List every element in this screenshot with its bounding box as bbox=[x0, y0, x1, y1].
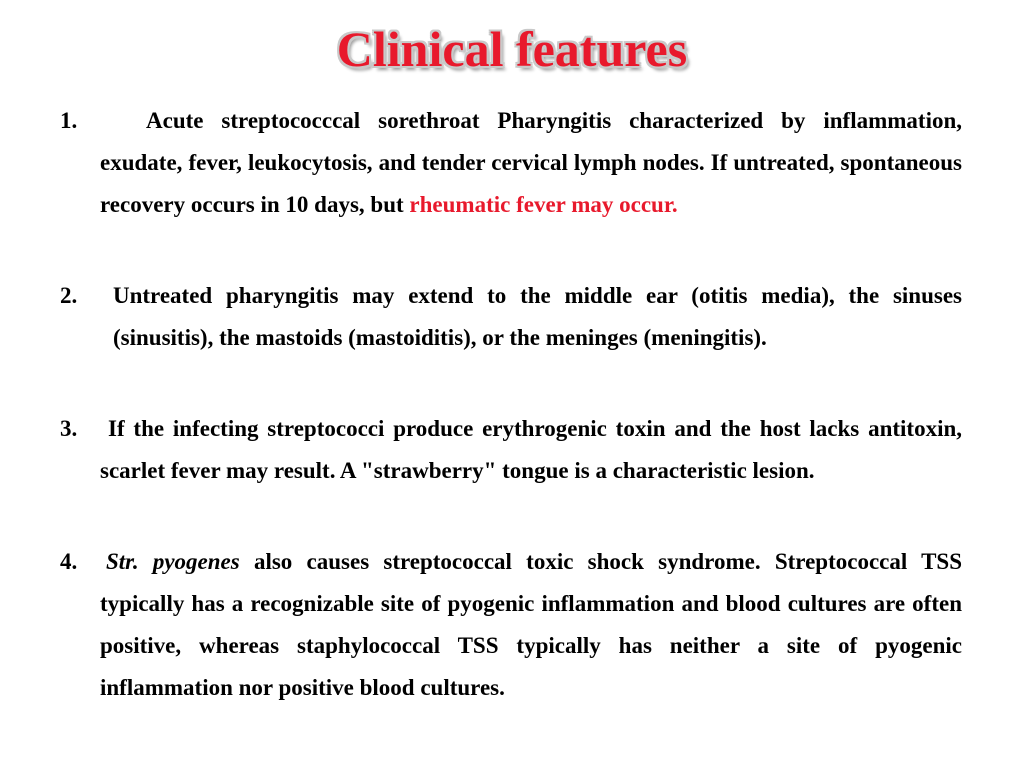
list-item-number: 2. bbox=[60, 283, 78, 308]
list-item-3 bbox=[60, 408, 962, 492]
list-item-1 bbox=[60, 100, 962, 226]
list-item-number: 1. bbox=[60, 108, 78, 133]
highlight-text: rheumatic fever may occur. bbox=[409, 192, 678, 217]
list-item-body: Acute streptococccal sorethroat Pharyngitis characterized by inflammation, exudate, fever, leukocytosis, and tender cervical lymph nodes. If untreated, spontaneous recovery occurs in 10 days, but bbox=[100, 108, 962, 217]
list-item-body: Untreated pharyngitis may extend to the middle ear (otitis media), the sinuses (sinusitis), the mastoids (mastoiditis), or the meninges (meningitis). bbox=[113, 283, 962, 350]
list-item-number: 4. bbox=[60, 549, 78, 574]
list-item-body: If the infecting streptococci produce erythrogenic toxin and the host lacks antitoxin, scarlet fever may result. A "strawberry" tongue is a characteristic lesion. bbox=[100, 416, 962, 483]
list-item-text bbox=[113, 275, 962, 359]
list-item-text bbox=[100, 541, 962, 709]
list-item-text bbox=[100, 408, 962, 492]
list-item-body: also causes streptococcal toxic shock syndrome. Streptococcal TSS typically has a recognizable site of pyogenic inflammation and blood cultures are often positive, whereas staphylococcal TSS typically has neither a site of pyogenic inflammation nor positive blood cultures. bbox=[100, 549, 962, 700]
list-item-text bbox=[100, 100, 962, 226]
organism-name: Str. pyogenes bbox=[106, 549, 240, 574]
list-item-number: 3. bbox=[60, 416, 78, 441]
page-title: Clinical features bbox=[336, 21, 688, 77]
list-item-2 bbox=[60, 275, 962, 359]
list-item-4 bbox=[60, 541, 962, 709]
